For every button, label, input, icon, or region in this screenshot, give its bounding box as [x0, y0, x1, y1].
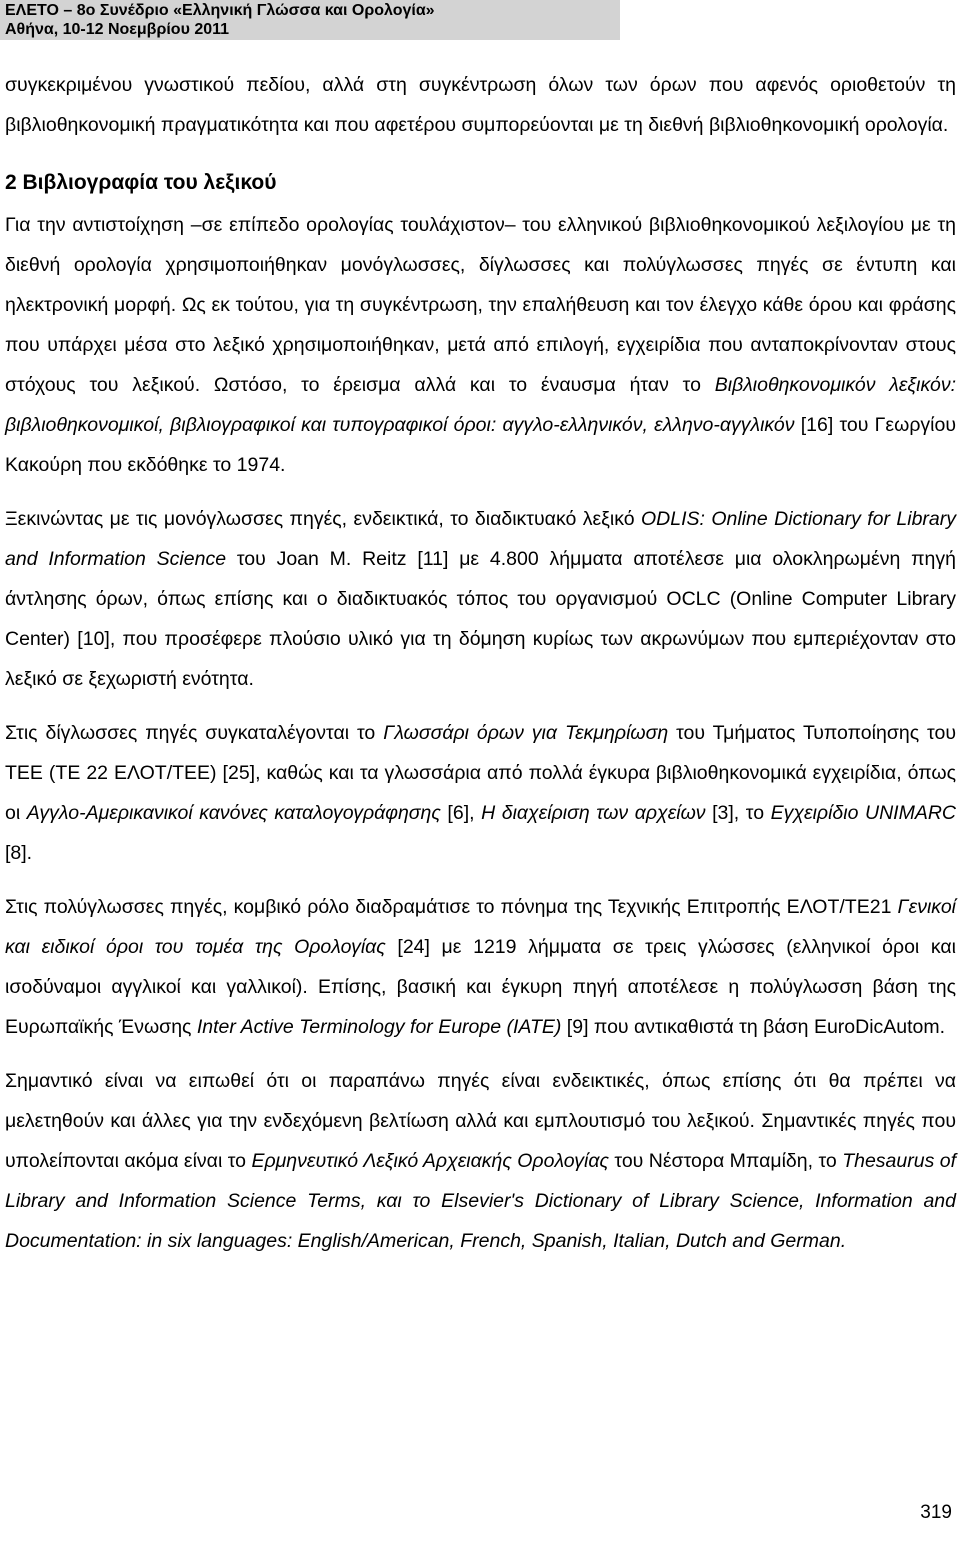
text-run: Σημαντικό είναι να ειπωθεί ότι οι παραπάνω πηγές είναι ενδεικτικές, όπως επίσης ότι θα πρέπει να μελετηθούν και άλλες για την ενδεχόμενη βελτίωση αλλά και εμπλουτισμό του λεξικού. Σημαντικές πηγές που υπολείπονται ακόμα είναι το: [5, 1070, 956, 1172]
page-body: [5, 65, 956, 1261]
paragraph-future-sources: [5, 1061, 956, 1261]
intro-paragraph: συγκεκριμένου γνωστικού πεδίου, αλλά στη συγκέντρωση όλων των όρων που αφενός οριοθετούν τη βιβλιοθηκονομική πραγματικότητα και που αφετέρου συμπορεύονται με τη διεθνή βιβλιοθηκονομική ορολογία.: [5, 74, 956, 136]
text-run: Για την αντιστοίχηση –σε επίπεδο ορολογίας τουλάχιστον– του ελληνικού βιβλιοθηκονομικού λεξιλογίου με τη διεθνή ορολογία χρησιμοποιήθηκαν μονόγλωσσες, δίγλωσσες και πολύγλωσσες πηγές σε έντυπη και ηλεκτρονική μορφή. Ως εκ τούτου, για τη συγκέντρωση, την επαλήθευση και τον έλεγχο κάθε όρου και φράσης που υπάρχει μέσα στο λεξικό χρησιμοποιήθηκαν, μετά από επιλογή, εγχειρίδια που ανταποκρίνονταν στους στόχους του λεξικού. Ωστόσο, το έρεισμα αλλά και το έναυσμα ήταν το: [5, 214, 956, 396]
book-title: ODLIS: Online Dictionary for Library and Information Science: [5, 508, 956, 570]
text-run: [3], το: [705, 802, 771, 824]
header-conference-date: Αθήνα, 10-12 Νοεμβρίου 2011: [5, 21, 230, 38]
running-header: [0, 0, 620, 40]
text-run: του Τμήματος Τυποποίησης του ΤΕΕ (ΤΕ 22 ΕΛΟΤ/ΤΕΕ) [25], καθώς και τα γλωσσάρια από πολλά έγκυρα βιβλιοθηκονομικά εγχειρίδια, όπως οι: [5, 722, 956, 824]
book-title: Αγγλο-Αμερικανικοί κανόνες καταλογογράφησης: [26, 802, 441, 824]
paragraph-sources-overview: [5, 205, 956, 485]
text-run: [9] που αντικαθιστά τη βάση EuroDicAutom.: [561, 1016, 946, 1038]
text-run: [8].: [5, 842, 33, 864]
header-conference-title: ΕΛΕΤΟ – 8ο Συνέδριο «Ελληνική Γλώσσα και Ορολογία»: [5, 2, 435, 19]
book-title: Inter Active Terminology for Europe (IATE): [196, 1016, 562, 1038]
paragraph-multilingual-sources: [5, 887, 956, 1047]
text-run: Ξεκινώντας με τις μονόγλωσσες πηγές, ενδεικτικά, το διαδικτυακό λεξικό: [5, 508, 641, 530]
text-run: Στις πολύγλωσσες πηγές, κομβικό ρόλο διαδραμάτισε το πόνημα της Τεχνικής Επιτροπής ΕΛΟΤ/ΤΕ21: [5, 896, 898, 918]
book-title: Thesaurus of Library and Information Science Terms, και το Elsevier's Dictionary of Library Science, Information and Documentation: in six languages: English/American, French, Spanish, Italian, Dutch and German.: [5, 1150, 957, 1252]
book-title: Γλωσσάρι όρων για Τεκμηρίωση: [383, 722, 669, 744]
book-title: Η διαχείριση των αρχείων: [481, 802, 706, 824]
text-run: του Νέστορα Μπαμίδη, το: [608, 1150, 843, 1172]
section-heading: 2 Βιβλιογραφία του λεξικού: [5, 171, 277, 194]
text-run: [24] με 1219 λήμματα σε τρεις γλώσσες (ελληνικοί όροι και ισοδύναμοι αγγλικοί και γαλλικοί). Επίσης, βασική και έγκυρη πηγή αποτέλεσε η πολύγλωσση βάση της Ευρωπαϊκής Ένωσης: [5, 936, 956, 1038]
text-run: Στις δίγλωσσες πηγές συγκαταλέγονται το: [5, 722, 384, 744]
paragraph-monolingual-sources: [5, 499, 956, 699]
book-title: Εγχειρίδιο UNIMARC: [770, 802, 956, 824]
book-title: Ερμηνευτικό Λεξικό Αρχειακής Ορολογίας: [251, 1150, 609, 1172]
book-title: Βιβλιοθηκονομικόν λεξικόν: βιβλιοθηκονομικοί, βιβλιογραφικοί και τυπογραφικοί όροι: αγγλο-ελληνικόν, ελληνο-αγγλικόν: [5, 374, 956, 436]
text-run: [16] του Γεωργίου Κακούρη που εκδόθηκε το 1974.: [5, 414, 956, 476]
paragraph-bilingual-sources: [5, 713, 956, 873]
text-run: [6],: [440, 802, 482, 824]
book-title: Γενικοί και ειδικοί όροι του τομέα της Ορολογίας: [5, 896, 956, 958]
text-run: του Joan M. Reitz [11] με 4.800 λήμματα αποτέλεσε μια ολοκληρωμένη πηγή άντλησης όρων, όπως επίσης και ο διαδικτυακός τόπος του οργανισμού OCLC (Online Computer Library Center) [10], που προσέφερε πλούσιο υλικό για τη δόμηση κυρίως των ακρωνύμων που εμπεριέχονταν στο λεξικό σε ξεχωριστή ενότητα.: [5, 548, 956, 690]
page-number: 319: [920, 1502, 952, 1523]
